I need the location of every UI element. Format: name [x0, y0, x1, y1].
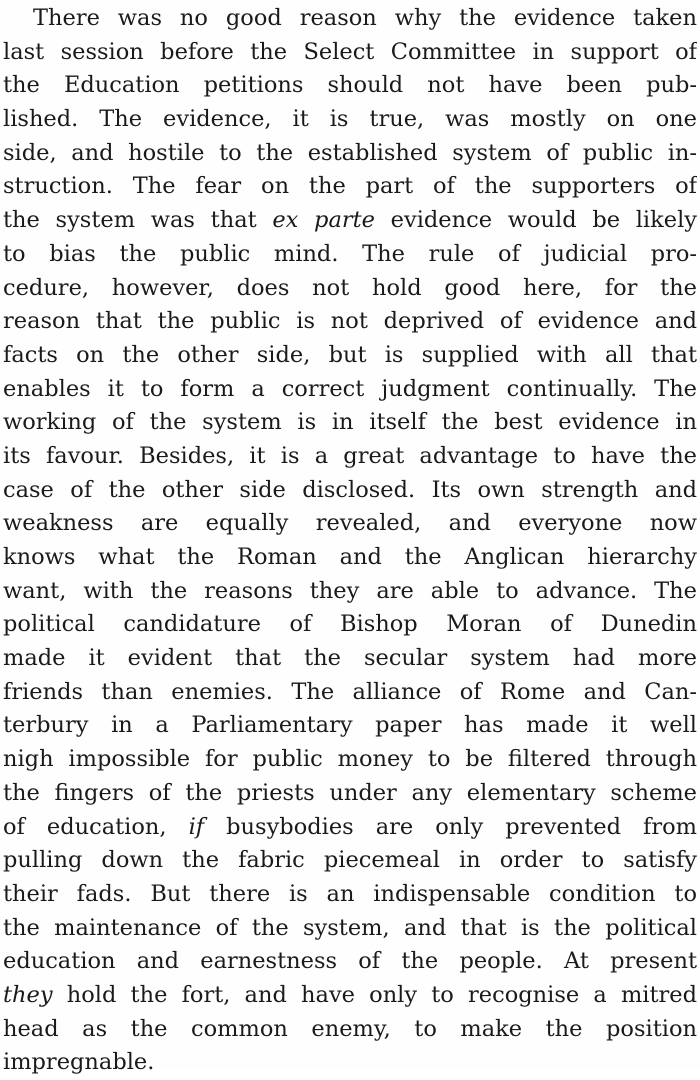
text-run: pulling down the fabric piecemeal in order to satisfy [3, 847, 697, 874]
text-line [3, 36, 697, 70]
text-line [3, 440, 697, 474]
text-line [3, 811, 697, 845]
text-line [3, 507, 697, 541]
text-run: weakness are equally revealed, and everyone now [3, 510, 697, 537]
text-line [3, 945, 697, 979]
text-run: the system was that [3, 207, 273, 234]
text-line [3, 474, 697, 508]
text-run: friends than enemies. The alliance of Rome and Can- [3, 678, 697, 705]
text-run: its favour. Besides, it is a great advantage to have the [3, 442, 697, 469]
text-run: the maintenance of the system, and that is the political [3, 914, 697, 941]
text-line [3, 878, 697, 912]
text-run: to bias the public mind. The rule of judicial pro- [3, 240, 697, 267]
text-line [3, 373, 697, 407]
text-line [3, 339, 697, 373]
text-line [3, 608, 697, 642]
text-line [3, 575, 697, 609]
text-line [3, 912, 697, 946]
text-line [3, 844, 697, 878]
text-line [3, 272, 697, 306]
text-line [3, 979, 697, 1013]
text-run: nigh impossible for public money to be filtered through [3, 746, 697, 773]
text-run: impregnable. [3, 1049, 155, 1076]
text-run: enables it to form a correct judgment continually. The [3, 375, 697, 402]
text-run: hold the fort, and have only to recognise a mitred [52, 981, 697, 1008]
text-run: of education, [3, 813, 189, 840]
text-run: facts on the other side, but is supplied with all that [3, 341, 697, 368]
text-line [3, 709, 697, 743]
text-line [3, 238, 697, 272]
text-line [3, 743, 697, 777]
text-line [3, 170, 697, 204]
text-line [3, 541, 697, 575]
text-run: struction. The fear on the part of the supporters of [3, 173, 697, 200]
text-run: political candidature of Bishop Moran of Dunedin [3, 611, 697, 638]
italic-text-run: they [3, 981, 53, 1008]
text-line [3, 406, 697, 440]
text-line [3, 642, 697, 676]
text-run: education and earnestness of the people. At present [3, 948, 697, 975]
text-run: head as the common enemy, to make the position [3, 1015, 697, 1042]
text-run: reason that the public is not deprived of evidence and [3, 308, 697, 335]
text-line [3, 777, 697, 811]
text-run: last session before the Select Committee in support of [3, 38, 697, 65]
italic-text-run: if [188, 813, 205, 840]
text-line [3, 69, 697, 103]
text-run: working of the system is in itself the best evidence in [3, 409, 697, 436]
text-run: side, and hostile to the established system of public in- [3, 139, 697, 166]
text-run: cedure, however, does not hold good here, for the [3, 274, 697, 301]
text-run: knows what the Roman and the Anglican hierarchy [3, 544, 697, 570]
text-run: want, with the reasons they are able to advance. The [3, 577, 697, 604]
text-run: busybodies are only prevented from [204, 813, 697, 840]
text-line [3, 676, 697, 710]
text-line [3, 103, 697, 137]
italic-text-run: ex parte [272, 207, 375, 234]
text-line [3, 1046, 697, 1080]
text-run: There was no good reason why the evidence taken [33, 5, 697, 31]
text-run: made it evident that the secular system had more [3, 645, 697, 672]
text-run: terbury in a Parliamentary paper has made it well [3, 712, 697, 739]
text-line [3, 305, 697, 339]
text-line [3, 2, 697, 36]
text-run: the Education petitions should not have been pub- [3, 72, 697, 99]
text-line [3, 1013, 697, 1047]
body-paragraph [3, 2, 697, 1080]
text-run: lished. The evidence, it is true, was mostly on one [3, 106, 697, 133]
text-line [3, 137, 697, 171]
text-line [3, 204, 697, 238]
text-run: their fads. But there is an indispensable condition to [3, 880, 697, 907]
text-run: the fingers of the priests under any elementary scheme [3, 779, 697, 806]
text-run: evidence would be likely [374, 207, 697, 234]
text-run: case of the other side disclosed. Its own strength and [3, 476, 697, 503]
